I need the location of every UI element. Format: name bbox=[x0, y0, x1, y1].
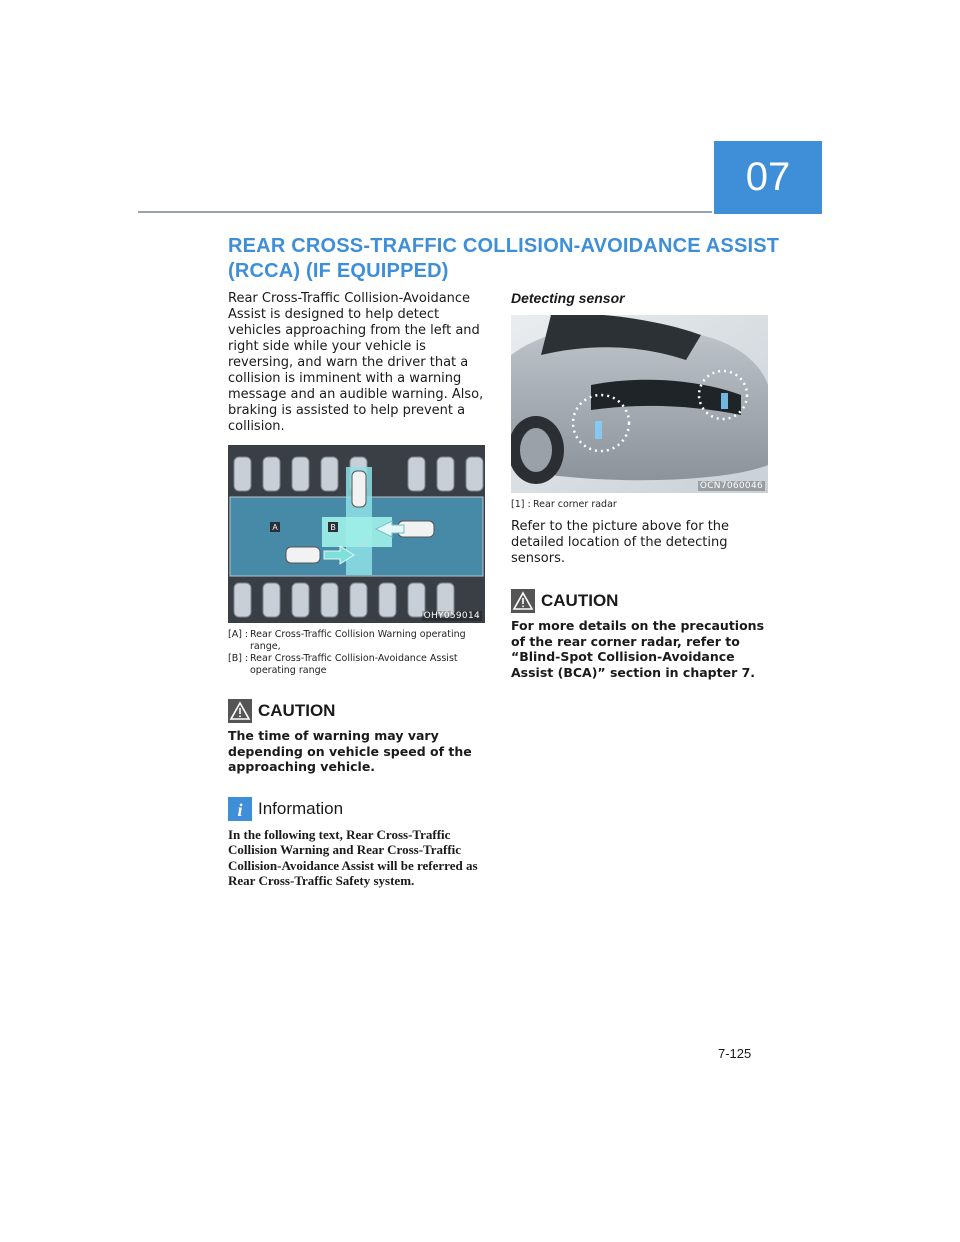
section-title-line2: (RCCA) (IF EQUIPPED) bbox=[228, 260, 449, 282]
sensor-body-text: Refer to the picture above for the detailed location of the detecting sensors. bbox=[511, 519, 730, 566]
info-icon bbox=[228, 797, 252, 821]
caption-key: [B] : bbox=[228, 653, 249, 664]
figure-caption-list bbox=[511, 499, 771, 511]
caption-item bbox=[511, 499, 771, 511]
caption-item bbox=[228, 653, 488, 677]
information-header bbox=[228, 797, 488, 821]
parking-lot-illustration bbox=[228, 445, 485, 623]
caution-header bbox=[511, 589, 771, 613]
caution-text: For more details on the precautions of the rear corner radar, refer to “Blind-Spot Collision-Avoidance Assist (BCA)” section in chapter 7. bbox=[511, 618, 765, 680]
figure-code: OHY059014 bbox=[423, 611, 480, 621]
intro-paragraph: Rear Cross-Traffic Collision-Avoidance Assist is designed to help detect vehicles approaching from the left and right side while your vehicle is reversing, and warn the driver that a collision is imminent with a warning message and an audible warning. Also, braking is assisted to help prevent a collision. bbox=[228, 291, 484, 434]
chapter-number: 07 bbox=[745, 155, 791, 199]
caution-title: CAUTION bbox=[258, 701, 336, 720]
label-b: B bbox=[330, 523, 336, 532]
caution-header bbox=[228, 699, 488, 723]
caption-text: Rear Cross-Traffic Collision-Avoidance Assist operating range bbox=[250, 653, 458, 676]
figure-caption-list bbox=[228, 629, 488, 677]
detecting-sensor-heading: Detecting sensor bbox=[511, 290, 625, 306]
section-title bbox=[228, 234, 788, 284]
information-title: Information bbox=[258, 798, 344, 818]
rcca-range-diagram bbox=[228, 445, 485, 623]
caption-text: Rear Cross-Traffic Collision Warning operating range, bbox=[250, 629, 466, 652]
warning-triangle-icon bbox=[228, 699, 252, 723]
caution-title: CAUTION bbox=[541, 591, 619, 610]
car-rear-illustration bbox=[511, 315, 768, 493]
warning-triangle-icon bbox=[511, 589, 535, 613]
left-column bbox=[228, 291, 488, 889]
caption-key: [A] : bbox=[228, 629, 249, 640]
caption-text: Rear corner radar bbox=[533, 499, 617, 510]
header-rule bbox=[138, 211, 712, 213]
right-column bbox=[511, 290, 771, 680]
page-number: 7-125 bbox=[718, 1046, 752, 1061]
caption-item bbox=[228, 629, 488, 653]
caption-key: [1] : bbox=[511, 499, 531, 510]
caution-text: The time of warning may vary depending on vehicle speed of the approaching vehicle. bbox=[228, 728, 472, 774]
information-text: In the following text, Rear Cross-Traffic Collision Warning and Rear Cross-Traffic Collision-Avoidance Assist will be referred as Rear Cross-Traffic Safety system. bbox=[228, 826, 478, 888]
svg-text:i: i bbox=[237, 799, 243, 820]
label-a: A bbox=[272, 523, 278, 532]
chapter-tab bbox=[714, 141, 822, 214]
section-title-line1: REAR CROSS-TRAFFIC COLLISION-AVOIDANCE ASSIST bbox=[228, 235, 780, 257]
figure-code: OCN7060046 bbox=[699, 481, 763, 491]
rear-radar-photo bbox=[511, 315, 768, 493]
